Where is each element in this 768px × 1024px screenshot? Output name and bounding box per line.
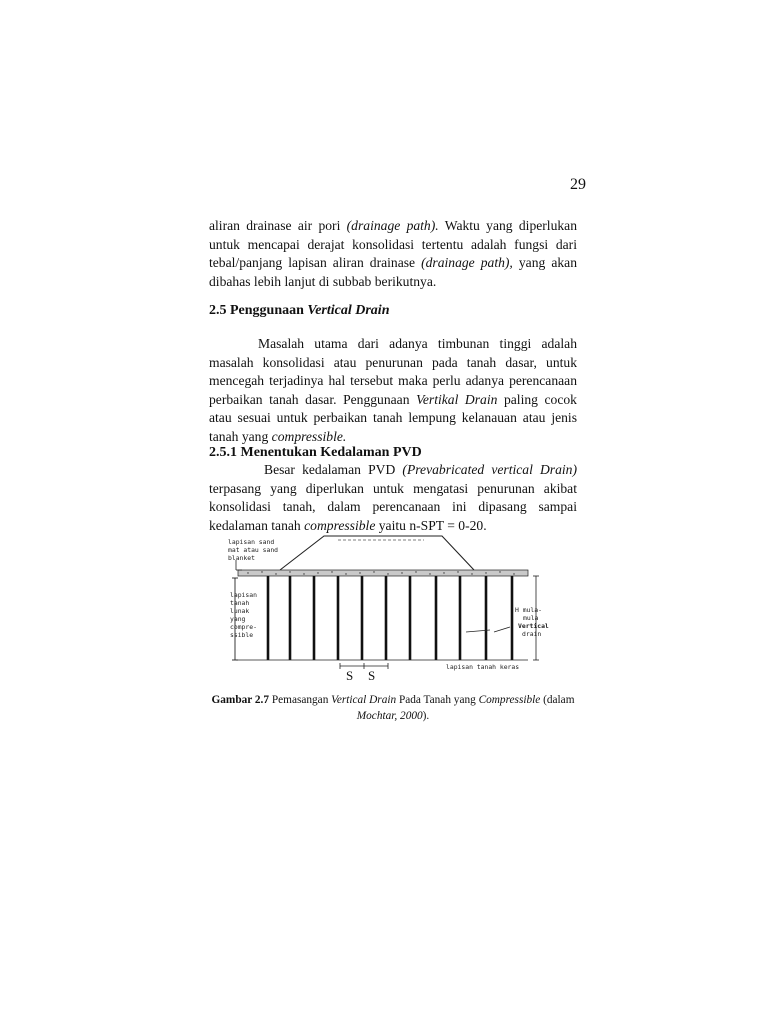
vertical-drain-columns [268, 576, 512, 660]
label-soft-soil-1: lapisan [230, 591, 257, 599]
label-h-initial-1: H mula- [515, 606, 542, 614]
label-soft-soil-2: tanah [230, 599, 250, 607]
drain-arrow-2 [494, 627, 510, 632]
figure-caption: Gambar 2.7 Pemasangan Vertical Drain Pada Tanah yang Compressible (dalam Mochtar, 2000). [211, 694, 575, 722]
label-sand-blanket-3: blanket [228, 554, 255, 562]
section-heading-2-5: 2.5 Penggunaan Vertical Drain [209, 303, 390, 318]
vertical-drain-figure [228, 532, 566, 684]
label-soft-soil-5: compre- [230, 623, 257, 631]
label-soft-soil-4: yang [230, 615, 246, 623]
label-soft-soil-6: ssible [230, 631, 254, 639]
label-soft-soil-3: lunak [230, 607, 250, 615]
label-sand-blanket-1: lapisan sand [228, 538, 275, 546]
label-h-initial-2: mula [523, 614, 539, 622]
sand-blanket [238, 570, 528, 576]
embankment-outline [280, 536, 474, 570]
paragraph-pvd-depth: Besar kedalaman PVD (Prevabricated vertical Drain) terpasang yang diperlukan untuk mengatasi penurunan akibat konsolidasi tanah, dalam perencanaan ini dipasang sampai kedalaman tanah compressible yaitu n-SPT = 0-20. [209, 462, 577, 533]
label-hard-layer: lapisan tanah keras [446, 663, 520, 671]
label-spacing-s-2: S [368, 668, 376, 683]
page-number: 29 [570, 176, 586, 193]
paragraph-drainage-path: aliran drainase air pori (drainage path). Waktu yang diperlukan untuk mencapai derajat konsolidasi tertentu adalah fungsi dari tebal/panjang lapisan aliran drainase (drainage path), yang akan dibahas lebih lanjut di subbab berikutnya. [209, 218, 577, 289]
label-spacing-s-1: S [346, 668, 354, 683]
label-sand-blanket-2: mat atau sand [228, 546, 279, 554]
label-vertical-drain-1: Vertical [518, 622, 549, 630]
paragraph-vertical-drain-usage: Masalah utama dari adanya timbunan tinggi adalah masalah konsolidasi atau penurunan pada tanah dasar, untuk mencegah terjadinya hal tersebut maka perlu adanya perencanaan perbaikan tanah dasar. Penggunaan Vertikal Drain paling cocok atau sesuai untuk perbaikan tanah lempung kelanauan atau jenis tanah yang compressible. [209, 336, 577, 444]
label-vertical-drain-2: drain [522, 630, 542, 638]
section-heading-2-5-1: 2.5.1 Menentukan Kedalaman PVD [209, 445, 422, 460]
